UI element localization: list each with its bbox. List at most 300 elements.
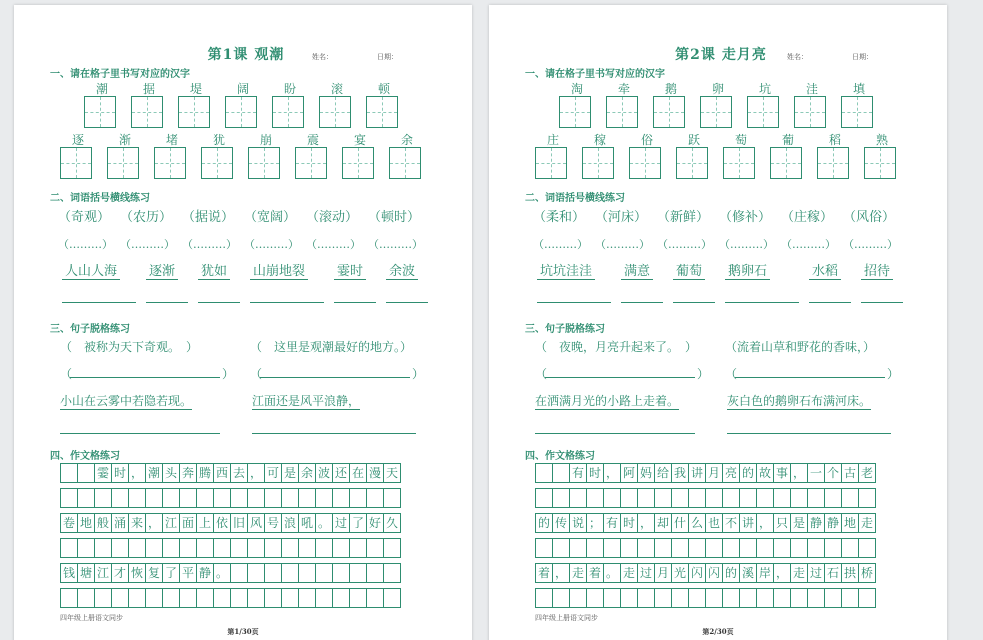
tian-zi-box <box>272 96 304 128</box>
character-prompt: 震 <box>306 133 319 147</box>
composition-cell <box>349 488 367 508</box>
composition-cell: 阿 <box>620 463 638 483</box>
pinyin-row-1 <box>559 80 899 94</box>
composition-cell: 我 <box>671 463 689 483</box>
character-prompt: 卵 <box>711 82 724 96</box>
character-prompt: 宴 <box>353 133 366 147</box>
composition-cell <box>586 588 604 608</box>
sentence-close: ） <box>412 367 425 381</box>
composition-cell: 。 <box>213 563 231 583</box>
line-word <box>621 260 653 279</box>
composition-cell <box>264 538 282 558</box>
composition-cell <box>790 588 808 608</box>
composition-cell: 吼 <box>298 513 316 533</box>
composition-cell: 走 <box>569 563 587 583</box>
tian-zi-box <box>841 96 873 128</box>
composition-cell <box>77 588 95 608</box>
character-prompt: 据 <box>142 82 155 96</box>
composition-blank-row <box>60 588 420 608</box>
composition-cell: 有 <box>569 463 587 483</box>
composition-cell <box>739 488 757 508</box>
composition-cell <box>128 588 146 608</box>
composition-cell: 。 <box>315 513 333 533</box>
composition-cell <box>281 588 299 608</box>
composition-cell <box>688 488 706 508</box>
composition-cell <box>586 538 604 558</box>
tian-zi-box <box>864 147 896 179</box>
line-word <box>62 260 120 279</box>
tian-zi-box <box>723 147 755 179</box>
line-word-text: 水稻 <box>809 264 841 280</box>
composition-cell <box>756 488 774 508</box>
composition-row <box>535 463 895 483</box>
composition-cell <box>60 538 78 558</box>
composition-cell: 静 <box>807 513 825 533</box>
character-prompt: 庄 <box>546 133 559 147</box>
composition-cell <box>196 488 214 508</box>
tian-zi-box <box>295 147 327 179</box>
composition-cell <box>569 538 587 558</box>
sentence-line-text: 小山在云雾中若隐若现。 <box>60 394 193 408</box>
character-prompt: 洼 <box>805 82 818 96</box>
composition-cell <box>366 488 384 508</box>
composition-cell <box>824 538 842 558</box>
composition-cell <box>213 488 231 508</box>
composition-cell <box>230 563 248 583</box>
composition-cell <box>213 588 231 608</box>
lesson-name: 走月亮 <box>721 47 767 63</box>
sentence-open: （ <box>535 367 548 381</box>
composition-cell <box>790 488 808 508</box>
section-2-heading: 二、词语括号横线练习 <box>50 193 150 204</box>
composition-cell: 溪 <box>739 563 757 583</box>
section-3-heading: 三、句子脱格练习 <box>50 324 130 335</box>
paren-word: （风俗） <box>843 210 896 225</box>
paren-word: （顿时） <box>368 210 421 225</box>
composition-cell: 江 <box>162 513 180 533</box>
character-prompt: 渐 <box>118 133 131 147</box>
composition-cell: 故 <box>756 463 774 483</box>
character-prompt: 俗 <box>640 133 653 147</box>
composition-cell <box>298 488 316 508</box>
character-prompt: 堵 <box>165 133 178 147</box>
composition-cell: 的 <box>739 463 757 483</box>
composition-cell <box>569 488 587 508</box>
composition-cell: 面 <box>179 513 197 533</box>
composition-cell: 讲 <box>739 513 757 533</box>
composition-cell <box>60 488 78 508</box>
character-prompt: 鹅 <box>664 82 677 96</box>
composition-cell: 旧 <box>230 513 248 533</box>
composition-cell <box>790 538 808 558</box>
empty-paren: （………） <box>843 238 898 251</box>
lesson-title <box>489 44 947 64</box>
footer-text: 四年级上册语文同步 <box>535 614 598 622</box>
composition-cell <box>722 538 740 558</box>
composition-cell <box>77 463 95 483</box>
composition-cell: 波 <box>315 463 333 483</box>
empty-paren: （………） <box>182 238 237 251</box>
composition-cell: 塘 <box>77 563 95 583</box>
composition-cell: 才 <box>111 563 129 583</box>
composition-blank-row <box>535 588 895 608</box>
composition-cell <box>383 588 401 608</box>
composition-cell: 石 <box>824 563 842 583</box>
composition-cell <box>111 588 129 608</box>
composition-cell <box>230 488 248 508</box>
page-number: 第2/30页 <box>702 627 734 636</box>
character-prompt: 堤 <box>189 82 202 96</box>
tian-zi-box <box>747 96 779 128</box>
composition-cell <box>807 538 825 558</box>
composition-cell <box>535 463 553 483</box>
composition-cell: 的 <box>535 513 553 533</box>
line-word <box>537 260 595 279</box>
paren-word: （农历） <box>120 210 173 225</box>
composition-cell <box>281 563 299 583</box>
line-word-text: 招待 <box>861 264 893 280</box>
composition-cell: 涌 <box>111 513 129 533</box>
composition-cell: ， <box>637 513 655 533</box>
composition-cell: 浪 <box>281 513 299 533</box>
composition-cell <box>94 588 112 608</box>
composition-cell <box>841 538 859 558</box>
composition-cell <box>94 538 112 558</box>
composition-cell: 静 <box>824 513 842 533</box>
composition-cell: 时 <box>620 513 638 533</box>
tian-zi-box <box>389 147 421 179</box>
composition-cell <box>230 538 248 558</box>
composition-cell: 个 <box>824 463 842 483</box>
composition-cell <box>128 488 146 508</box>
line-word <box>673 260 705 279</box>
section-3-heading: 三、句子脱格练习 <box>525 324 605 335</box>
composition-cell: ， <box>790 463 808 483</box>
composition-cell <box>603 538 621 558</box>
composition-grid <box>535 463 895 613</box>
tian-zi-box <box>770 147 802 179</box>
composition-cell <box>603 588 621 608</box>
composition-cell <box>705 488 723 508</box>
composition-cell: 什 <box>671 513 689 533</box>
composition-cell <box>383 563 401 583</box>
composition-cell <box>332 588 350 608</box>
composition-cell: 走 <box>620 563 638 583</box>
character-prompt: 潮 <box>95 82 108 96</box>
composition-cell: 了 <box>162 563 180 583</box>
composition-cell: 地 <box>841 513 859 533</box>
composition-cell: 不 <box>722 513 740 533</box>
tian-zi-box <box>606 96 638 128</box>
composition-cell <box>179 588 197 608</box>
composition-cell: ， <box>603 463 621 483</box>
tian-zi-box <box>366 96 398 128</box>
line-word-text: 犹如 <box>198 264 230 280</box>
composition-cell: 是 <box>281 463 299 483</box>
composition-cell <box>620 488 638 508</box>
composition-cell: 传 <box>552 513 570 533</box>
footer-text: 四年级上册语文同步 <box>60 614 123 622</box>
composition-cell <box>145 538 163 558</box>
composition-cell <box>586 488 604 508</box>
composition-row <box>60 563 420 583</box>
composition-cell <box>128 538 146 558</box>
composition-cell: 一 <box>807 463 825 483</box>
composition-cell <box>111 488 129 508</box>
composition-blank-row <box>535 488 895 508</box>
composition-cell <box>145 488 163 508</box>
section-2-heading: 二、词语括号横线练习 <box>525 193 625 204</box>
tian-zi-box <box>582 147 614 179</box>
lesson-title <box>14 44 472 64</box>
composition-cell <box>858 588 876 608</box>
char-grid-row-1 <box>84 96 413 128</box>
composition-cell: 着 <box>535 563 553 583</box>
composition-cell <box>535 588 553 608</box>
character-prompt: 萄 <box>734 133 747 147</box>
composition-cell <box>824 588 842 608</box>
composition-cell <box>858 538 876 558</box>
tian-zi-box <box>700 96 732 128</box>
composition-cell: 亮 <box>722 463 740 483</box>
composition-cell: 漫 <box>366 463 384 483</box>
composition-cell <box>162 488 180 508</box>
composition-cell: ， <box>145 513 163 533</box>
tian-zi-box <box>676 147 708 179</box>
composition-cell <box>756 588 774 608</box>
tian-zi-box <box>178 96 210 128</box>
composition-cell <box>756 538 774 558</box>
empty-paren: （………） <box>306 238 361 251</box>
composition-cell <box>315 538 333 558</box>
tian-zi-box <box>131 96 163 128</box>
composition-cell: 腾 <box>196 463 214 483</box>
empty-paren: （………） <box>58 238 113 251</box>
line-word <box>146 260 178 279</box>
composition-row <box>60 463 420 483</box>
lesson-name: 观潮 <box>254 47 285 63</box>
composition-cell <box>671 488 689 508</box>
name-label: 姓名： <box>787 53 808 61</box>
character-prompt: 阔 <box>236 82 249 96</box>
pinyin-row-2 <box>535 131 915 145</box>
composition-cell: 月 <box>654 563 672 583</box>
paren-word: （河床） <box>595 210 648 225</box>
sentence-open: （ <box>60 367 73 381</box>
paren-word: （新鲜） <box>657 210 710 225</box>
composition-cell: 老 <box>858 463 876 483</box>
tian-zi-box <box>653 96 685 128</box>
tian-zi-box <box>817 147 849 179</box>
composition-cell <box>688 588 706 608</box>
composition-cell: 有 <box>603 513 621 533</box>
character-prompt: 余 <box>400 133 413 147</box>
composition-cell: 恢 <box>128 563 146 583</box>
composition-cell <box>637 488 655 508</box>
sentence-open: （ <box>725 367 738 381</box>
composition-cell <box>569 588 587 608</box>
character-prompt: 犹 <box>212 133 225 147</box>
composition-cell <box>366 563 384 583</box>
sentence: （ 被称为天下奇观。 ） <box>60 340 199 354</box>
composition-cell: 奔 <box>179 463 197 483</box>
composition-cell: ； <box>586 513 604 533</box>
character-prompt: 稼 <box>593 133 606 147</box>
composition-cell <box>552 463 570 483</box>
composition-cell: 上 <box>196 513 214 533</box>
composition-cell: 来 <box>128 513 146 533</box>
date-label: 日期： <box>377 53 398 61</box>
date-label: 日期： <box>852 53 873 61</box>
composition-cell <box>654 588 672 608</box>
composition-cell <box>858 488 876 508</box>
composition-cell <box>739 588 757 608</box>
page-number: 第1/30页 <box>227 627 259 636</box>
composition-cell: 卷 <box>60 513 78 533</box>
composition-cell: 光 <box>671 563 689 583</box>
pinyin-row-1 <box>84 80 424 94</box>
composition-cell: ， <box>552 563 570 583</box>
lesson-number: 第2课 <box>675 47 716 63</box>
composition-cell <box>179 488 197 508</box>
composition-cell <box>773 538 791 558</box>
composition-cell: 事 <box>773 463 791 483</box>
composition-cell <box>773 588 791 608</box>
composition-cell <box>281 538 299 558</box>
composition-cell <box>620 588 638 608</box>
composition-cell <box>705 538 723 558</box>
paren-word: （滚动） <box>306 210 359 225</box>
composition-cell <box>841 588 859 608</box>
composition-cell: 桥 <box>858 563 876 583</box>
composition-cell: 过 <box>332 513 350 533</box>
composition-cell <box>722 588 740 608</box>
character-prompt: 填 <box>852 82 865 96</box>
composition-cell <box>77 538 95 558</box>
composition-cell <box>349 563 367 583</box>
composition-cell <box>705 588 723 608</box>
empty-paren: （………） <box>719 238 774 251</box>
composition-cell: 过 <box>637 563 655 583</box>
composition-cell: ， <box>773 563 791 583</box>
composition-cell <box>807 588 825 608</box>
composition-cell: 久 <box>383 513 401 533</box>
empty-paren: （………） <box>244 238 299 251</box>
composition-cell: 好 <box>366 513 384 533</box>
sentence-line-text: 江面还是风平浪静， <box>252 394 361 408</box>
line-word <box>861 260 893 279</box>
composition-cell <box>841 488 859 508</box>
line-word-text: 人山人海 <box>62 264 120 280</box>
line-word <box>334 260 366 279</box>
sentence: （ 夜晚，月亮升起来了。 ） <box>535 340 698 354</box>
composition-cell <box>535 488 553 508</box>
composition-cell: 岸 <box>756 563 774 583</box>
character-prompt: 坑 <box>758 82 771 96</box>
composition-cell: 复 <box>145 563 163 583</box>
composition-cell: 的 <box>722 563 740 583</box>
composition-cell: 过 <box>807 563 825 583</box>
composition-cell: 说 <box>569 513 587 533</box>
sentence-line-text: 在洒满月光的小路上走着。 <box>535 394 680 408</box>
composition-row <box>535 513 895 533</box>
composition-cell: 着 <box>586 563 604 583</box>
composition-cell <box>349 588 367 608</box>
composition-cell: 是 <box>790 513 808 533</box>
sentence-open: （ <box>250 367 263 381</box>
tian-zi-box <box>794 96 826 128</box>
line-word-text: 余波 <box>386 264 418 280</box>
character-prompt: 牵 <box>617 82 630 96</box>
section-1-heading: 一、请在格子里书写对应的汉字 <box>525 69 665 80</box>
composition-cell <box>196 588 214 608</box>
empty-paren: （………） <box>120 238 175 251</box>
empty-paren: （………） <box>595 238 650 251</box>
composition-cell <box>535 538 553 558</box>
char-grid-row-2 <box>535 147 911 179</box>
tian-zi-box <box>107 147 139 179</box>
tian-zi-box <box>319 96 351 128</box>
sentence: （流着山草和野花的香味，） <box>725 340 876 354</box>
composition-cell: 了 <box>349 513 367 533</box>
char-grid-row-1 <box>559 96 888 128</box>
composition-cell <box>315 563 333 583</box>
composition-cell <box>264 563 282 583</box>
line-word-text: 鹅卵石 <box>725 264 770 280</box>
composition-cell: 拱 <box>841 563 859 583</box>
line-word <box>386 260 418 279</box>
composition-cell <box>552 538 570 558</box>
composition-blank-row <box>60 488 420 508</box>
composition-cell <box>552 588 570 608</box>
composition-cell: 去 <box>230 463 248 483</box>
character-prompt: 葡 <box>781 133 794 147</box>
composition-cell: 么 <box>688 513 706 533</box>
char-grid-row-2 <box>60 147 436 179</box>
character-prompt: 滚 <box>330 82 343 96</box>
composition-cell <box>637 538 655 558</box>
composition-cell <box>264 488 282 508</box>
character-prompt: 崩 <box>259 133 272 147</box>
tian-zi-box <box>248 147 280 179</box>
composition-cell <box>773 488 791 508</box>
paren-word: （奇观） <box>58 210 111 225</box>
worksheet-page-2 <box>489 5 947 640</box>
empty-paren: （………） <box>657 238 712 251</box>
composition-cell <box>315 488 333 508</box>
composition-cell <box>196 538 214 558</box>
composition-cell <box>264 588 282 608</box>
tian-zi-box <box>559 96 591 128</box>
empty-paren: （………） <box>533 238 588 251</box>
composition-cell: 依 <box>213 513 231 533</box>
composition-cell <box>349 538 367 558</box>
line-word <box>809 260 841 279</box>
composition-cell <box>230 588 248 608</box>
tian-zi-box <box>629 147 661 179</box>
composition-cell <box>824 488 842 508</box>
composition-cell <box>281 488 299 508</box>
composition-cell: 般 <box>94 513 112 533</box>
composition-cell <box>366 538 384 558</box>
composition-cell: 只 <box>773 513 791 533</box>
composition-cell: ， <box>247 463 265 483</box>
composition-cell <box>603 488 621 508</box>
composition-cell <box>383 488 401 508</box>
composition-cell <box>247 488 265 508</box>
composition-cell <box>552 488 570 508</box>
line-word-text: 山崩地裂 <box>250 264 308 280</box>
